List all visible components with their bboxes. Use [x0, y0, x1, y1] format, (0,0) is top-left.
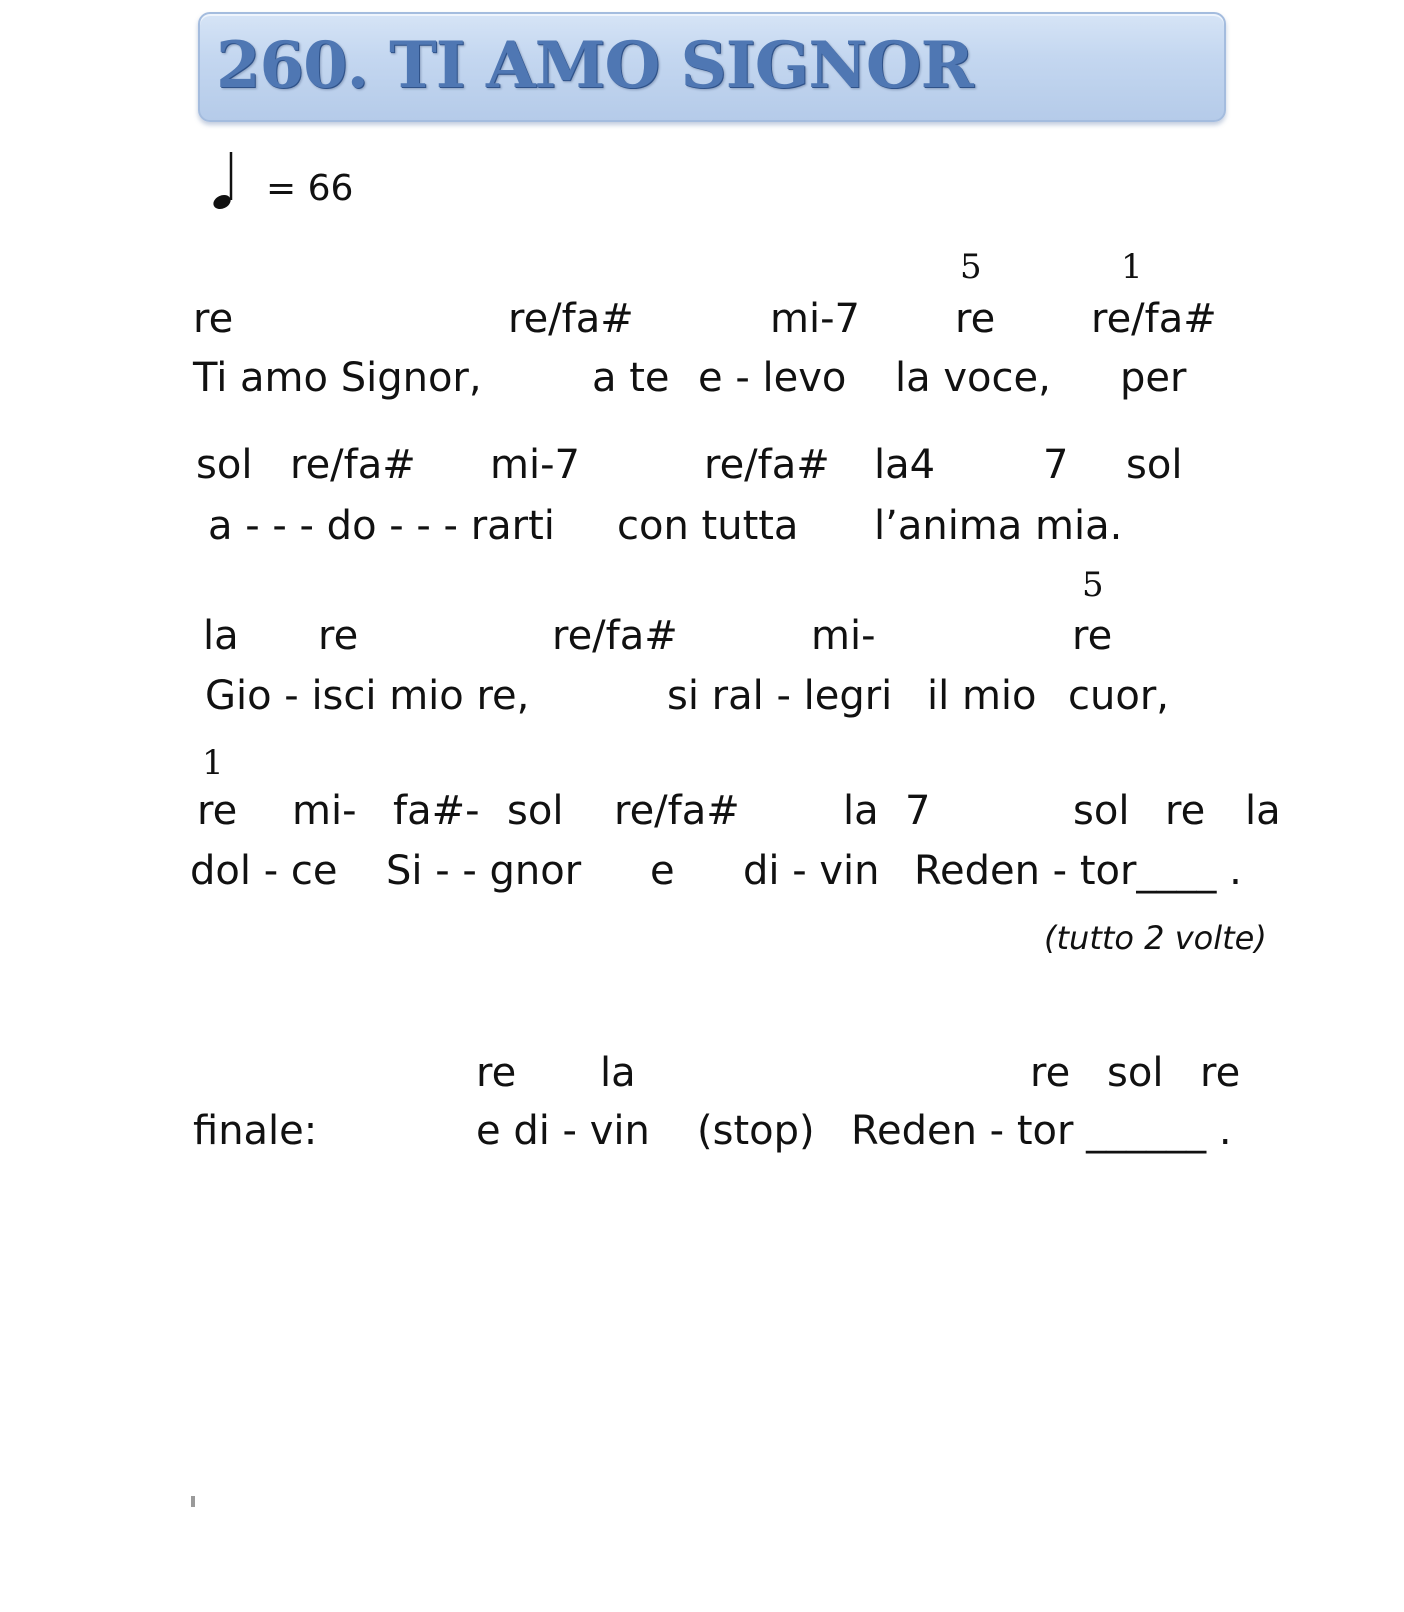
lyric: la voce,	[895, 355, 1051, 401]
lyric: l’anima mia.	[874, 503, 1123, 549]
lyric: Ti amo Signor,	[193, 355, 482, 401]
chord: sol	[196, 442, 253, 488]
chord: re/fa#	[1091, 296, 1217, 342]
chord: re/fa#	[614, 788, 740, 834]
chord: 7	[1043, 442, 1069, 488]
chord: 7	[905, 788, 931, 834]
quarter-note-icon	[210, 150, 236, 212]
chord: la	[1245, 788, 1281, 834]
lyric: con tutta	[617, 503, 799, 549]
lyric: Gio - isci mio re,	[205, 673, 530, 719]
chord: sol	[1126, 442, 1183, 488]
chord: mi-	[811, 613, 876, 659]
chord: mi-	[292, 788, 357, 834]
title-banner	[198, 12, 1226, 122]
song-title: 260. TI AMO SIGNOR	[216, 28, 973, 103]
chord: re	[1200, 1050, 1241, 1096]
chord: la4	[874, 442, 936, 488]
lyric: si ral - legri	[667, 673, 893, 719]
repeat-note: (tutto 2 volte)	[1044, 919, 1267, 957]
chord: re/fa#	[552, 613, 678, 659]
lyric: cuor,	[1068, 673, 1169, 719]
chord: la	[843, 788, 879, 834]
lyric: Reden - tor ______ .	[851, 1108, 1232, 1154]
lyric: e	[650, 848, 675, 894]
lyric: Reden - tor____ .	[914, 848, 1242, 894]
chord: re	[318, 613, 359, 659]
chord-number: 5	[960, 247, 982, 287]
chord: mi-7	[490, 442, 580, 488]
chord: re	[197, 788, 238, 834]
chord: re/fa#	[290, 442, 416, 488]
lyric: di - vin	[743, 848, 880, 894]
chord-number: 5	[1082, 565, 1104, 605]
finale-label: finale:	[193, 1108, 318, 1154]
lyric: a - - - do - - - rarti	[208, 503, 555, 549]
chord: sol	[507, 788, 564, 834]
chord: re	[1165, 788, 1206, 834]
lyric: a te	[592, 355, 670, 401]
lyric: (stop)	[697, 1108, 815, 1154]
chord: re	[1030, 1050, 1071, 1096]
chord-number: 1	[202, 743, 224, 783]
chord: la	[600, 1050, 636, 1096]
lyric: per	[1120, 355, 1187, 401]
chord: mi-7	[770, 296, 860, 342]
chord: re	[955, 296, 996, 342]
chord-number: 1	[1121, 247, 1143, 287]
chord: la	[203, 613, 239, 659]
lyric: e - levo	[698, 355, 847, 401]
scan-mark	[191, 1496, 195, 1507]
chord: re	[193, 296, 234, 342]
lyric: e di - vin	[476, 1108, 650, 1154]
lyric: il mio	[927, 673, 1037, 719]
chord: re/fa#	[704, 442, 830, 488]
chord: re	[476, 1050, 517, 1096]
tempo-value: = 66	[266, 168, 354, 209]
chord: fa#-	[393, 788, 480, 834]
chord: sol	[1107, 1050, 1164, 1096]
chord: re/fa#	[508, 296, 634, 342]
chord: re	[1072, 613, 1113, 659]
lyric: Si - - gnor	[386, 848, 582, 894]
lyric: dol - ce	[190, 848, 338, 894]
chord: sol	[1073, 788, 1130, 834]
